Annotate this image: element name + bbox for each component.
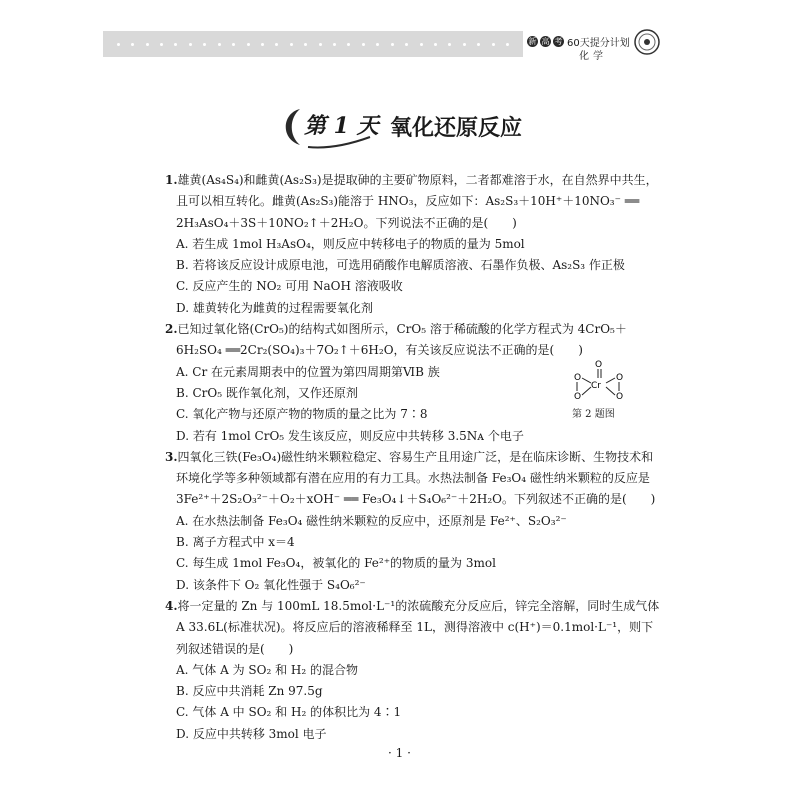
option-c: C. 每生成 1mol Fe₃O₄，被氧化的 Fe²⁺的物质的量为 3mol [176,556,496,571]
option-d: D. 该条件下 O₂ 氧化性强于 S₄O₆²⁻ [176,577,366,592]
header-bar [103,31,523,57]
question-stem-line: 3Fe²⁺＋2S₂O₃²⁻＋O₂＋xOH⁻ ══ Fe₃O₄↓＋S₄O₆²⁻＋2H₂O。下列叙述不正确的是( ) [176,492,656,507]
header-brand [523,31,633,62]
option-b: B. 若将该反应设计成原电池，可选用硝酸作电解质溶液、石墨作负极、As₂S₃ 作正极 [176,258,625,273]
brand-logo [527,36,566,47]
question-stem-line: A 33.6L(标准状况)。将反应后的溶液稀释至 1L，测得溶液中 c(H⁺)＝0.1mol·L⁻¹，则下 [176,620,654,635]
question-stem-line: 1.雄黄(As₄S₄)和雌黄(As₂S₃)是提取砷的主要矿物原料，二者都难溶于水，在自然界中共生， [165,173,658,187]
question-stem-line: 4.将一定量的 Zn 与 100mL 18.5mol·L⁻¹的浓硫酸充分反应后，锌完全溶解，同时生成气体 [165,598,660,613]
question-1 [165,170,675,319]
page-number: · 1 · [388,746,411,760]
question-number: 4. [165,598,178,613]
atom-o-ur: O [616,373,624,383]
option-a: A. 在水热法制备 Fe₃O₄ 磁性纳米颗粒的反应中，还原剂是 Fe²⁺、S₂O₃²⁻ [176,513,567,528]
question-stem-line: 列叙述错误的是( ) [176,641,294,656]
atom-o-ul: O [574,373,582,383]
option-c: C. 氧化产物与还原产物的物质的量之比为 7∶8 [176,407,428,422]
atom-o-top: O [595,360,603,370]
question-number: 2. [165,322,178,337]
option-b: B. 离子方程式中 x＝4 [176,535,295,550]
atom-o-ll: O [574,392,582,402]
question-number: 3. [165,449,178,464]
question-stem-line: 2.已知过氧化铬(CrO₅)的结构式如图所示，CrO₅ 溶于稀硫酸的化学方程式为 4CrO₅＋ [165,322,627,337]
figure-caption: 第 2 题图 [572,409,615,420]
atom-cr: Cr [591,381,601,391]
disc-icon [633,28,661,56]
brand-char: 高 [541,37,550,46]
option-d: D. 雄黄转化为雌黄的过程需要氧化剂 [176,300,373,315]
option-d: D. 反应中共转移 3mol 电子 [176,726,327,741]
question-3 [165,447,675,596]
option-d: D. 若有 1mol CrO₅ 发生该反应，则反应中共转移 3.5Nᴀ 个电子 [176,428,524,443]
brand-subject: 化学 [579,51,607,62]
question-list [165,170,675,745]
brand-char: 考 [554,37,563,46]
question-stem-line: 6H₂SO₄ ══2Cr₂(SO₄)₃＋7O₂↑＋6H₂O，有关该反应说法不正确的是( ) [176,343,583,358]
brand-char: 新 [528,37,537,46]
option-b: B. CrO₅ 既作氧化剂，又作还原剂 [176,385,358,400]
question-stem-line: 环境化学等多种领域都有潜在应用的有力工具。水热法制备 Fe₃O₄ 磁性纳米颗粒的反应是 [176,471,650,486]
option-a: A. 气体 A 为 SO₂ 和 H₂ 的混合物 [176,662,358,677]
question-stem-line: 2H₃AsO₄＋3S＋10NO₂↑＋2H₂O。下列说法不正确的是( ) [176,215,517,230]
option-b: B. 反应中共消耗 Zn 97.5g [176,684,323,699]
question-stem-line: 且可以相互转化。雌黄(As₂S₃)能溶于 HNO₃，反应如下：As₂S₃＋10H⁺＋10NO₃⁻ ══ [176,194,640,209]
title-main: 氧化还原反应 [390,116,523,141]
option-a: A. 若生成 1mol H₃AsO₄，则反应中转移电子的物质的量为 5mol [176,236,525,251]
title-day: 第 1 天 [304,113,379,139]
header-dots [103,31,523,57]
atom-o-lr: O [616,392,624,402]
question-4 [165,596,675,745]
option-a: A. Cr 在元素周期表中的位置为第四周期第ⅥB 族 [176,364,440,379]
option-c: C. 反应产生的 NO₂ 可用 NaOH 溶液吸收 [176,279,403,294]
chapter-title [278,101,538,151]
question-stem-line: 3.四氧化三铁(Fe₃O₄)磁性纳米颗粒稳定、容易生产且用途广泛，是在临床诊断、生物技术和 [165,449,654,464]
question-number: 1. [165,173,178,187]
option-c: C. 气体 A 中 SO₂ 和 H₂ 的体积比为 4∶1 [176,705,402,720]
brand-title: 60天提分计划 [567,38,630,49]
